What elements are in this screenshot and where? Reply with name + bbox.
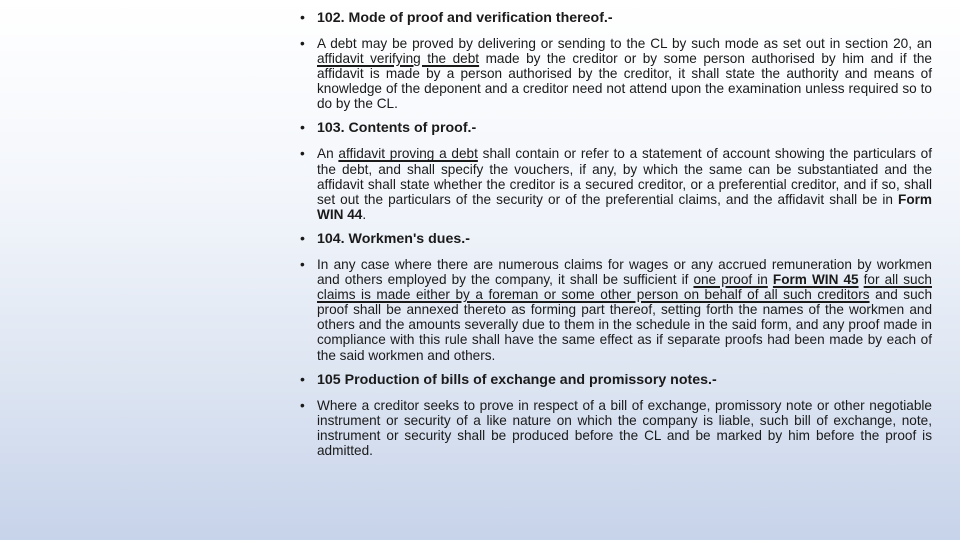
s103-text-2: shall contain or refer to a statement of account showing the particulars of the debt, and shall specify the vouchers, if any, by which the same can be substantiated and the affidavit shall state whether the creditor is a secured creditor, or a preferential creditor, and if so, shall set out the particulars of the security or of the preferential claims, and the affidavit shall be in — [317, 146, 932, 207]
s104-text-1: In any case where there are numerous claims for wages or any accrued remuneration by workmen and others employed by the company, it shall be sufficient if — [317, 256, 932, 288]
bullet-list — [300, 10, 932, 458]
s103-form-ref: Form WIN 44 — [317, 191, 932, 222]
s104-underlined-1: one proof in — [693, 272, 768, 288]
section-103-body — [300, 146, 932, 221]
section-103-heading: • 103. Contents of proof.- — [300, 120, 932, 137]
s103-underlined-affidavit: affidavit proving a debt — [338, 146, 478, 162]
s102-text-1: A debt may be proved by delivering or sending to the CL by such mode as set out in section 20, an — [317, 36, 932, 51]
section-105-body: • Where a creditor seeks to prove in respect of a bill of exchange, promissory note or other negotiable instrument or security of a like nature on which the company is liable, such bill of exchange, note, instrument or security shall be produced before the CL and be marked by him before the proof is admitted. — [300, 398, 932, 458]
s104-underlined-2: for all such claims is made either by a foreman or some other person on behalf of all such creditors — [317, 272, 932, 303]
s102-underlined-affidavit: affidavit verifying the debt — [317, 51, 480, 67]
section-102-body — [300, 36, 932, 111]
s103-text-3: . — [362, 206, 367, 222]
s102-text-2: made by the creditor or by some person authorised by him and if the affidavit is made by a person authorised by the creditor, it shall state the authority and means of knowledge of the deponent and a creditor need not attend upon the examination unless required so to do by the CL. — [317, 51, 932, 112]
section-104-heading: • 104. Workmen's dues.- — [300, 231, 932, 248]
section-105-heading: • 105 Production of bills of exchange and promissory notes.- — [300, 372, 932, 389]
slide-content — [300, 10, 932, 467]
section-104-body — [300, 257, 932, 363]
s103-text-1: An — [317, 146, 339, 162]
s104-form-ref: Form WIN 45 — [772, 272, 859, 288]
s104-text-2: and such proof shall be annexed thereto as forming part thereof, setting forth the names of the workmen and others and the amounts severally due to them in the schedule in the said form, and any proof made in compliance with this rule shall have the same effect as if separate proofs had been made by each of the said workmen and others. — [317, 287, 932, 363]
section-102-heading: • 102. Mode of proof and verification thereof.- — [300, 10, 932, 27]
